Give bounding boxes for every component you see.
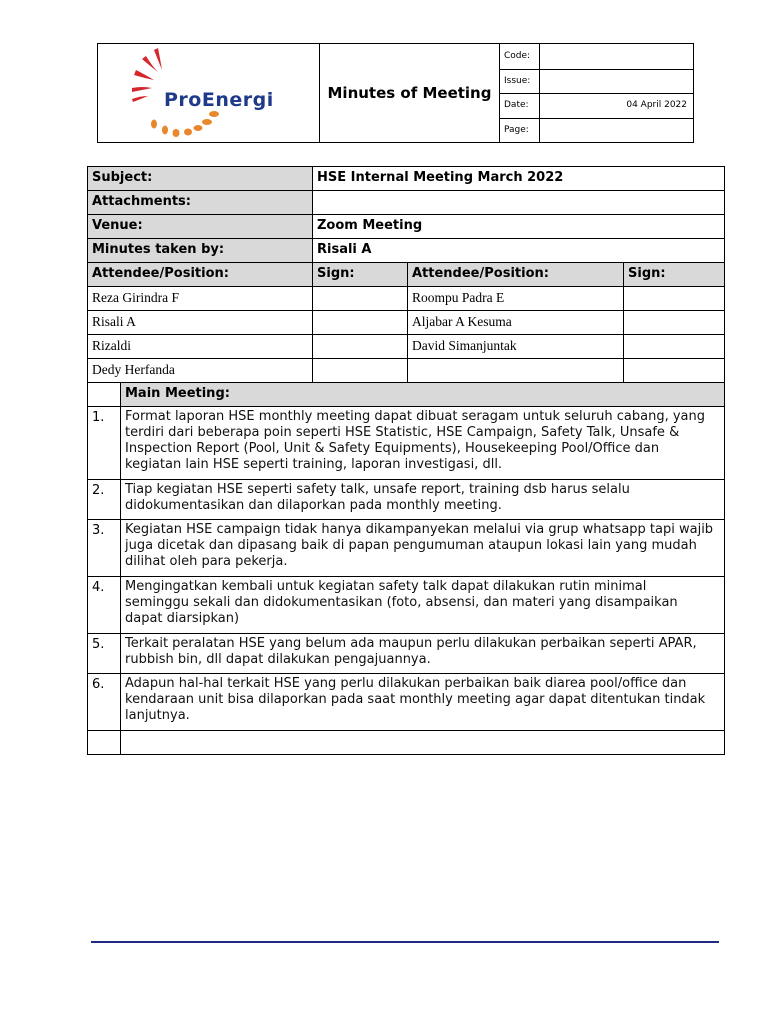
item-line: seminggu sekali dan didokumentasikan (foto, absensi, dan materi yang disampaikan [125, 595, 678, 610]
item-line: didokumentasikan dan dilaporkan pada monthly meeting. [125, 498, 502, 513]
item-line: dilihat oleh para pekerja. [125, 554, 288, 569]
item-line: juga dicetak dan dipasang baik di papan pengumuman ataupun lokasi lain yang mudah [125, 538, 697, 553]
meta-table [500, 44, 693, 142]
item-line: Adapun hal-hal terkait HSE yang perlu dilakukan perbaikan baik diarea pool/office dan [125, 676, 687, 691]
attendee-header: Attendee/Position: [92, 266, 229, 281]
item-line: dapat diarsipkan) [125, 611, 240, 626]
sign-header: Sign: [623, 263, 724, 286]
meta-row-code [500, 44, 693, 70]
item-number: 6. [92, 677, 105, 692]
item-text [120, 674, 724, 730]
item-text [120, 634, 724, 673]
attendee-row [88, 311, 724, 335]
item-line: Inspection Report (Pool, Unit & Safety Equipments), Housekeeping Pool/Office dan [125, 441, 660, 456]
attendee-name: Reza Girindra F [92, 290, 179, 305]
attendee-name: Dedy Herfanda [92, 362, 175, 377]
item-number: 5. [92, 637, 105, 652]
item-number: 1. [92, 410, 105, 425]
item-line: kegiatan lain HSE seperti training, laporan investigasi, dll. [125, 457, 503, 472]
meta-label: Code: [500, 44, 540, 69]
subject-row [88, 167, 724, 191]
sign-cell [623, 287, 724, 310]
item-number: 2. [92, 483, 105, 498]
minutes-taker-value: Risali A [312, 239, 724, 262]
attendee-row [88, 359, 724, 383]
meeting-item [88, 634, 724, 674]
item-line: Format laporan HSE monthly meeting dapat dibuat seragam untuk seluruh cabang, yang [125, 409, 706, 424]
document-header [97, 43, 694, 143]
item-line: lanjutnya. [125, 708, 190, 723]
footer-divider [91, 941, 719, 943]
empty-row [88, 731, 724, 754]
attendee-name: David Simanjuntak [407, 335, 623, 358]
attendee-name: Rizaldi [92, 338, 131, 353]
logo-text: ProEnergi [164, 89, 274, 111]
number-cell [88, 731, 120, 754]
venue-label: Venue: [88, 215, 312, 238]
main-meeting-header: Main Meeting: [120, 383, 724, 406]
attachments-row [88, 191, 724, 215]
attendee-name [407, 359, 623, 382]
meeting-item [88, 577, 724, 634]
attachments-value [312, 191, 724, 214]
item-line: Tiap kegiatan HSE seperti safety talk, unsafe report, training dsb harus selalu [125, 482, 630, 497]
attendee-name: Roompu Padra E [407, 287, 623, 310]
item-line: Mengingatkan kembali untuk kegiatan safety talk dapat dilakukan rutin minimal [125, 579, 647, 594]
meta-label: Issue: [500, 69, 540, 94]
attachments-label: Attachments: [88, 191, 312, 214]
meta-row-page [500, 118, 693, 143]
item-line: terdiri dari beberapa poin seperti HSE Statistic, HSE Campaign, Safety Talk, Unsafe & [125, 425, 680, 440]
item-number: 4. [92, 580, 105, 595]
meta-row-issue [500, 69, 693, 95]
sign-cell [312, 335, 407, 358]
meta-row-date [500, 93, 693, 119]
venue-row [88, 215, 724, 239]
sign-cell [312, 287, 407, 310]
minutes-table [87, 166, 725, 755]
subject-value: HSE Internal Meeting March 2022 [312, 167, 724, 190]
item-line: rubbish bin, dll dapat dilakukan pengajuannya. [125, 652, 431, 667]
sign-header: Sign: [312, 263, 407, 286]
sign-cell [623, 359, 724, 382]
meta-value: 04 April 2022 [626, 100, 687, 111]
venue-value: Zoom Meeting [312, 215, 724, 238]
sign-cell [623, 311, 724, 334]
meta-value [540, 44, 693, 69]
logo-cell [98, 44, 320, 142]
meeting-item [88, 407, 724, 480]
minutes-taker-row [88, 239, 724, 263]
subject-label: Subject: [88, 167, 312, 190]
meeting-item [88, 674, 724, 731]
sign-cell [623, 335, 724, 358]
attendee-header: Attendee/Position: [407, 263, 623, 286]
attendee-row [88, 287, 724, 311]
item-line: Terkait peralatan HSE yang belum ada maupun perlu dilakukan perbaikan seperti APAR, [125, 636, 697, 651]
attendee-header-row [88, 263, 724, 287]
item-number: 3. [92, 523, 105, 538]
meta-value [540, 69, 693, 94]
main-meeting-header-row [88, 383, 724, 407]
item-line: kendaraan unit bisa dilaporkan pada saat monthly meeting agar dapat ditentukan tindak [125, 692, 706, 707]
item-text [120, 577, 724, 633]
attendee-name: Risali A [92, 314, 136, 329]
item-line: Kegiatan HSE campaign tidak hanya dikampanyekan melalui via grup whatsapp tapi wajib [125, 522, 714, 537]
meeting-item [88, 480, 724, 520]
document-title: Minutes of Meeting [320, 44, 500, 142]
sign-cell [312, 359, 407, 382]
item-text [120, 480, 724, 519]
meta-label: Date: [500, 93, 540, 118]
meta-label: Page: [500, 118, 540, 143]
attendee-row [88, 335, 724, 359]
meeting-item [88, 520, 724, 577]
attendee-name: Aljabar A Kesuma [407, 311, 623, 334]
item-text [120, 520, 724, 576]
sign-cell [312, 311, 407, 334]
item-text [120, 407, 724, 479]
number-cell [88, 383, 120, 406]
minutes-taker-label: Minutes taken by: [88, 239, 312, 262]
empty-text-cell [120, 731, 724, 754]
meta-value [540, 118, 693, 143]
